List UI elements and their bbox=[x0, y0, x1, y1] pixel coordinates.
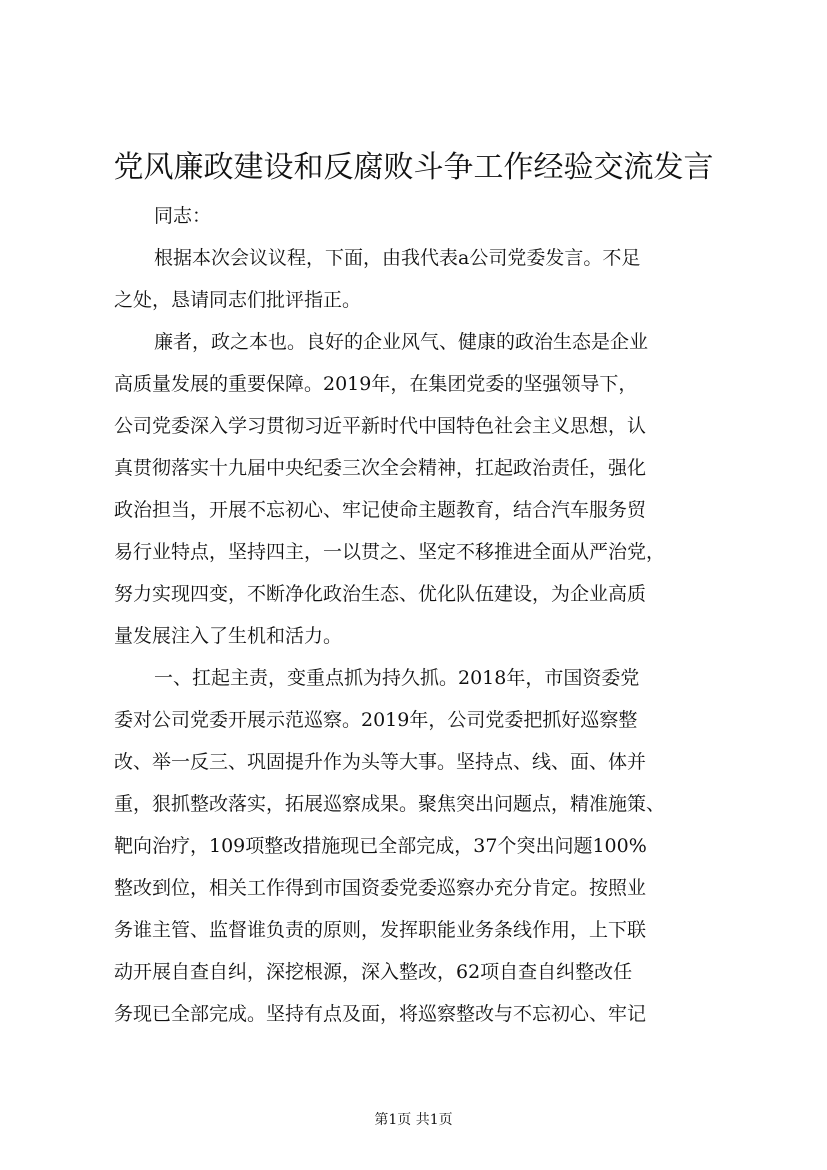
document-title: 党风廉政建设和反腐败斗争工作经验交流发言 bbox=[113, 150, 714, 185]
paragraph-line: 靶向治疗，109项整改措施现已全部完成，37个突出问题100% bbox=[114, 835, 647, 857]
paragraph-line: 之处，恳请同志们批评指正。 bbox=[114, 289, 362, 311]
paragraph-line: 委对公司党委开展示范巡察。2019年，公司党委把抓好巡察整 bbox=[114, 709, 638, 731]
paragraph-line: 动开展自查自纠，深挖根源，深入整改，62项自查自纠整改任 bbox=[114, 961, 633, 983]
paragraph-line: 真贯彻落实十九届中央纪委三次全会精神，扛起政治责任，强化 bbox=[114, 457, 647, 479]
paragraph-line: 易行业特点，坚持四主，一以贯之、坚定不移推进全面从严治党， bbox=[114, 541, 666, 563]
paragraph-line: 重，狠抓整改落实，拓展巡察成果。聚焦突出问题点，精准施策、 bbox=[114, 793, 666, 815]
paragraph-line: 务谁主管、监督谁负责的原则，发挥职能业务条线作用，上下联 bbox=[114, 919, 647, 941]
paragraph-line: 量发展注入了生机和活力。 bbox=[114, 625, 343, 647]
page-number-footer: 第1页 共1页 bbox=[374, 1112, 453, 1128]
paragraph-line: 一、扛起主责，变重点抓为持久抓。2018年，市国资委党 bbox=[154, 667, 640, 689]
paragraph-line: 高质量发展的重要保障。2019年，在集团党委的坚强领导下， bbox=[114, 373, 638, 395]
paragraph-line: 务现已全部完成。坚持有点及面，将巡察整改与不忘初心、牢记 bbox=[114, 1003, 647, 1025]
paragraph-line: 努力实现四变，不断净化政治生态、优化队伍建设，为企业高质 bbox=[114, 583, 647, 605]
paragraph-line: 公司党委深入学习贯彻习近平新时代中国特色社会主义思想，认 bbox=[114, 415, 647, 437]
paragraph-line: 政治担当，开展不忘初心、牢记使命主题教育，结合汽车服务贸 bbox=[114, 499, 647, 521]
paragraph-line: 根据本次会议议程，下面，由我代表a公司党委发言。不足 bbox=[154, 247, 641, 269]
paragraph-line: 廉者，政之本也。良好的企业风气、健康的政治生态是企业 bbox=[154, 331, 649, 353]
paragraph-line-salutation: 同志： bbox=[154, 205, 212, 227]
paragraph-line: 改、举一反三、巩固提升作为头等大事。坚持点、线、面、体并 bbox=[114, 751, 647, 773]
paragraph-line: 整改到位，相关工作得到市国资委党委巡察办充分肯定。按照业 bbox=[114, 877, 647, 899]
